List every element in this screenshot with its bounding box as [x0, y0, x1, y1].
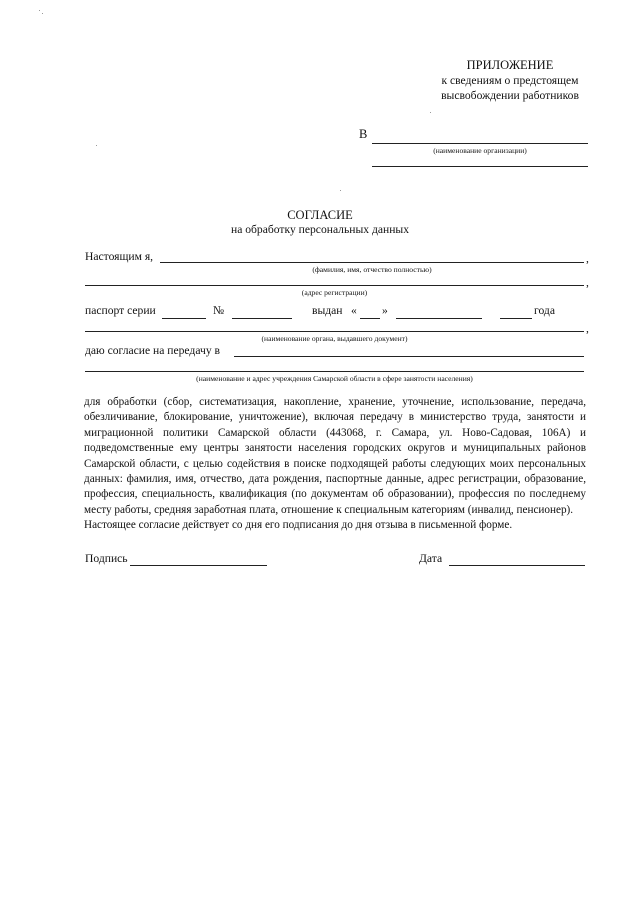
full-name-comma: ,	[586, 252, 589, 265]
i-label: Настоящим я,	[85, 250, 154, 263]
institution-line[interactable]	[234, 356, 584, 357]
organization-caption: (наименование организации)	[433, 146, 527, 155]
scan-speck	[96, 145, 97, 146]
organization-extra-line[interactable]	[372, 166, 588, 167]
issuer-line[interactable]	[85, 331, 584, 332]
quote-close: »	[382, 304, 388, 317]
appendix-title: ПРИЛОЖЕНИЕ	[466, 58, 554, 72]
organization-name-line[interactable]	[372, 143, 588, 144]
appendix-line-1: к сведениям о предстоящем	[441, 74, 579, 87]
issue-day-line[interactable]	[360, 318, 380, 319]
institution-caption: (наименование и адрес учреждения Самарской области в сфере занятости населения)	[196, 374, 473, 383]
issuer-caption: (наименование органа, выдавшего документ)	[261, 334, 408, 343]
year-label: года	[534, 304, 555, 317]
full-name-caption: (фамилия, имя, отчество полностью)	[312, 265, 432, 274]
issue-year-line[interactable]	[500, 318, 532, 319]
scan-speck	[430, 112, 431, 113]
scan-speck	[39, 10, 40, 11]
consent-purpose-paragraph: для обработки (сбор, систематизация, накопление, хранение, уточнение, использование, передача, обезличивание, блокирование, уничтожение), включая передачу в министерство труда, занятости и миграционной политики Самарской области (443068, г. Самара, ул. Ново-Садовая, 106А) и подведомственные ему центры занятости населения городских округов и муниципальных районов Самарской области, с целью содействия в поиске подходящей работы следующих моих персональных данных: фамилия, имя, отчество, дата рождения, паспортные данные, адрес регистрации, образование, профессия, специальность, квалификация (по документам об образовании), профессия по последнему месту работы, средняя заработная плата, отношение к специальным категориям (инвалид, пенсионер).	[84, 396, 586, 516]
address-line[interactable]	[85, 285, 584, 286]
passport-number-line[interactable]	[232, 318, 292, 319]
signature-label: Подпись	[85, 552, 128, 565]
institution-line-2[interactable]	[85, 371, 584, 372]
consent-validity-paragraph: Настоящее согласие действует со дня его подписания до дня отзыва в письменной форме.	[84, 519, 513, 532]
document-title: СОГЛАСИЕ	[287, 208, 353, 222]
full-name-line[interactable]	[160, 262, 584, 263]
date-label: Дата	[419, 552, 443, 565]
date-line[interactable]	[449, 565, 585, 566]
address-caption: (адрес регистрации)	[301, 288, 368, 297]
addressee-prefix: В	[359, 127, 368, 141]
passport-series-line[interactable]	[162, 318, 206, 319]
document-subtitle: на обработку персональных данных	[230, 223, 409, 236]
issuer-comma: ,	[586, 322, 589, 335]
consent-body	[84, 395, 586, 534]
appendix-line-2: высвобождении работников	[441, 89, 579, 102]
passport-number-label: №	[213, 304, 225, 317]
signature-line[interactable]	[130, 565, 267, 566]
consent-transfer-label: даю согласие на передачу в	[85, 344, 221, 357]
issued-label: выдан	[312, 304, 343, 317]
scan-speck	[42, 13, 43, 14]
address-comma: ,	[586, 276, 589, 289]
scan-speck	[340, 190, 341, 191]
issue-month-line[interactable]	[396, 318, 482, 319]
passport-series-label: паспорт серии	[85, 304, 156, 317]
quote-open: «	[351, 304, 357, 317]
